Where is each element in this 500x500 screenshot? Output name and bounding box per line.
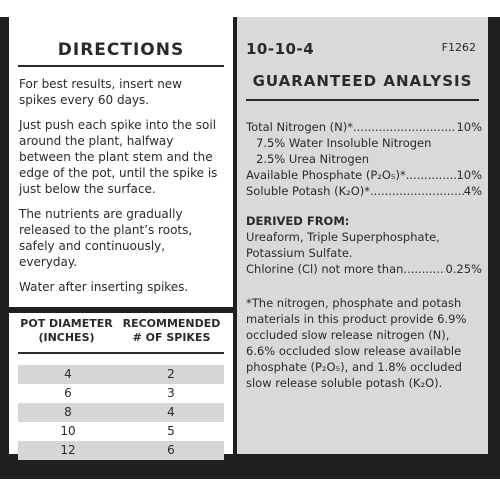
chlorine-line (246, 261, 482, 277)
chlorine-label: Chlorine (Cl) not more than (246, 262, 404, 276)
table-row (18, 384, 224, 403)
nitrogen-value: 10% (456, 120, 482, 134)
pot-diameter-header (19, 317, 114, 345)
phosphate-value: 10% (456, 168, 482, 182)
phosphate-label: Available Phosphate (P₂O₅)* (246, 168, 406, 182)
potash-label: Soluble Potash (K₂O)* (246, 184, 371, 198)
spike-count-cell: 3 (167, 386, 175, 400)
pot-diameter-cell: 8 (64, 405, 72, 419)
table-row (18, 441, 224, 460)
analysis-title-rule (246, 99, 479, 101)
pot-diameter-header-line2: (INCHES) (38, 331, 95, 344)
directions-panel (9, 17, 233, 457)
spike-count-cell: 4 (167, 405, 175, 419)
nitrogen-label: Total Nitrogen (N)* (246, 120, 353, 134)
table-row (18, 422, 224, 441)
directions-paragraph: Just push each spike into the soil around the plant, halfway between the plant stem and the edge of the pot, until the spike is just below the surface. (19, 118, 218, 196)
chlorine-value: 0.25% (445, 262, 482, 276)
table-row (18, 365, 224, 384)
spike-table-body (18, 365, 224, 460)
spikes-header (119, 317, 224, 345)
spikes-header-line2: # OF SPIKES (132, 331, 211, 344)
leader-dots (353, 119, 456, 135)
analysis-title: GUARANTEED ANALYSIS (252, 72, 473, 90)
spike-count-cell: 6 (167, 443, 175, 457)
nitrogen-line (246, 119, 482, 135)
pot-diameter-cell: 4 (64, 367, 72, 381)
spike-count-cell: 5 (167, 424, 175, 438)
table-row (18, 403, 224, 422)
spikes-header-line1: RECOMMENDED (122, 317, 221, 330)
analysis-body (246, 119, 482, 391)
pot-diameter-cell: 10 (60, 424, 76, 438)
potash-value: 4% (463, 184, 482, 198)
guaranteed-analysis-panel (237, 17, 488, 454)
leader-dots (370, 183, 464, 199)
npk-formula: 10-10-4 (246, 40, 315, 58)
leader-dots (406, 167, 457, 183)
urea-nitrogen: 2.5% Urea Nitrogen (256, 152, 370, 166)
slow-release-note: *The nitrogen, phosphate and potash materials in this product provide 6.9% occluded slow release nitrogen (N), 6.6% occluded slow release available phosphate (P₂O₅), and 1.8% occluded slow release soluble potash (K₂O). (246, 296, 467, 390)
pot-diameter-cell: 12 (60, 443, 76, 457)
pot-diameter-header-line1: POT DIAMETER (20, 317, 113, 330)
directions-paragraph: The nutrients are gradually released to the plant’s roots, safely and continuously, everyday. (19, 207, 193, 269)
derived-from-title: DERIVED FROM: (246, 214, 350, 228)
water-insoluble-nitrogen: 7.5% Water Insoluble Nitrogen (256, 136, 432, 150)
phosphate-line (246, 167, 482, 183)
product-code: F1262 (441, 41, 476, 54)
directions-title: DIRECTIONS (57, 40, 185, 60)
spike-table-rule (18, 352, 224, 354)
potash-line (246, 183, 482, 199)
directions-paragraph: For best results, insert new spikes every 60 days. (19, 77, 182, 107)
pot-diameter-cell: 6 (64, 386, 72, 400)
section-divider (9, 307, 233, 313)
directions-text (9, 67, 233, 295)
directions-paragraph: Water after inserting spikes. (19, 280, 189, 294)
leader-dots (403, 261, 445, 277)
spike-count-cell: 2 (167, 367, 175, 381)
derived-from-text: Ureaform, Triple Superphosphate, Potassium Sulfate. (246, 230, 440, 260)
